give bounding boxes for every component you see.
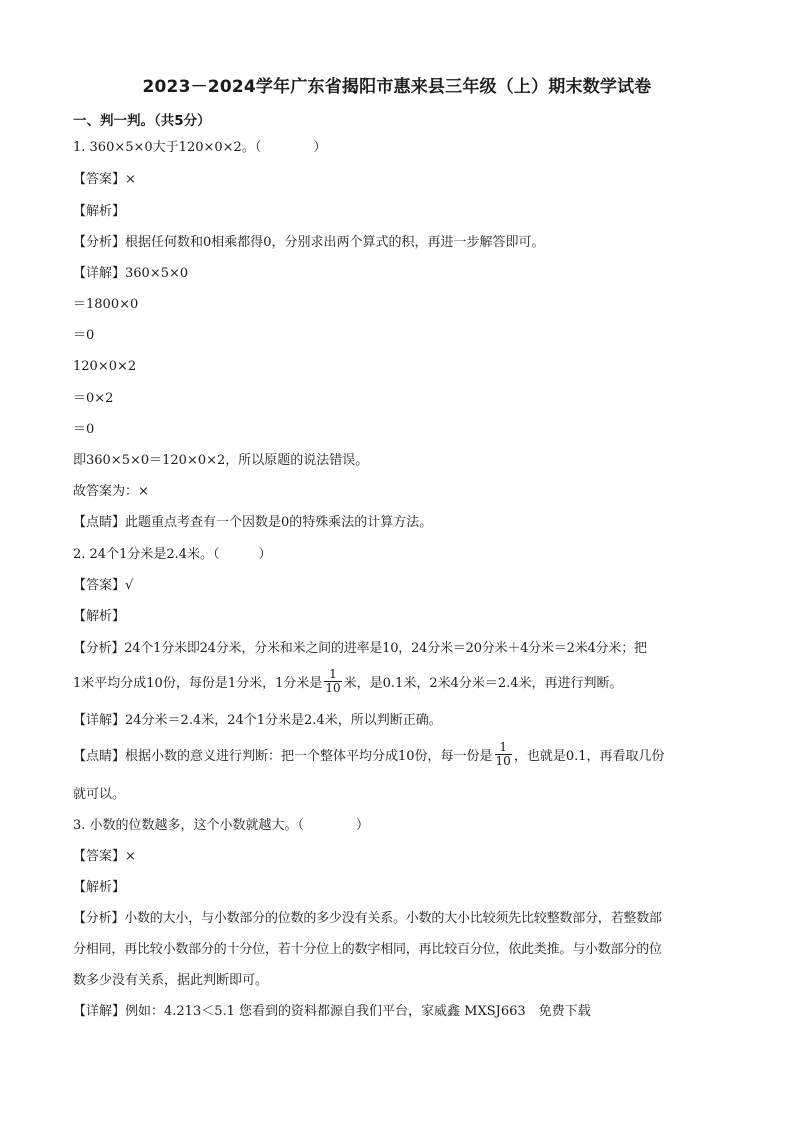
fraction-denominator: 10 bbox=[325, 681, 341, 695]
q2-fenxi-line-2-a: 1米平均分成10份，每份是1分米，1分米是 bbox=[73, 676, 323, 691]
q2-analysis-head: 【解析】 bbox=[73, 609, 126, 624]
q2-xiangjie: 【详解】24分米＝2.4米，24个1分米是2.4米，所以判断正确。 bbox=[73, 713, 442, 728]
q1-answer: 【答案】× bbox=[73, 172, 136, 187]
q2-dianjing-b: ，也就是0.1，再看取几份 bbox=[513, 749, 665, 764]
q1-step-3: 120×0×2 bbox=[73, 359, 137, 374]
q1-step-4: ＝0×2 bbox=[73, 391, 114, 406]
q2-answer: 【答案】√ bbox=[73, 578, 134, 593]
fraction-numerator: 1 bbox=[495, 741, 512, 755]
q3-answer: 【答案】× bbox=[73, 849, 136, 864]
q2-stem: 2. 24个1分米是2.4米。（ ） bbox=[73, 547, 272, 562]
q3-fenxi-line-2: 分相同，再比较小数部分的十分位，若十分位上的数字相同，再比较百分位，依此类推。与小数部分的位 bbox=[73, 942, 662, 957]
q3-fenxi-line-1: 【分析】小数的大小，与小数部分的位数的多少没有关系。小数的大小比较须先比较整数部分，若整数部 bbox=[73, 911, 662, 926]
q1-step-2: ＝0 bbox=[73, 328, 95, 343]
page-title: 2023－2024学年广东省揭阳市惠来县三年级（上）期末数学试卷 bbox=[142, 77, 652, 97]
q1-analysis-head: 【解析】 bbox=[73, 204, 126, 219]
q1-conclusion: 即360×5×0＝120×0×2，所以原题的说法错误。 bbox=[73, 453, 369, 468]
q2-dianjing-line-2: 就可以。 bbox=[73, 787, 126, 802]
q1-final-answer: 故答案为：× bbox=[73, 484, 149, 499]
q2-fenxi-line-2-b: 米，是0.1米，2米4分米＝2.4米，再进行判断。 bbox=[343, 676, 623, 691]
q1-stem: 1. 360×5×0大于120×0×2。（ ） bbox=[73, 140, 327, 155]
q2-dianjing-a: 【点睛】根据小数的意义进行判断：把一个整体平均分成10份，每一份是 bbox=[73, 749, 493, 764]
fraction-numerator: 1 bbox=[324, 668, 341, 682]
one-tenth-fraction bbox=[324, 668, 341, 695]
q1-fenxi: 【分析】根据任何数和0相乘都得0，分别求出两个算式的积，再进一步解答即可。 bbox=[73, 235, 545, 250]
q1-dianjing: 【点睛】此题重点考查有一个因数是0的特殊乘法的计算方法。 bbox=[73, 515, 433, 530]
q3-xiangjie: 【详解】例如：4.213＜5.1 您看到的资料都源自我们平台，家威鑫 MXSJ663 免费下载 bbox=[73, 1004, 591, 1019]
q1-xiangjie: 【详解】360×5×0 bbox=[73, 266, 189, 281]
section-heading: 一、判一判。（共5分） bbox=[73, 113, 211, 129]
q3-stem: 3. 小数的位数越多，这个小数就越大。（ ） bbox=[73, 818, 370, 833]
q3-fenxi-line-3: 数多少没有关系，据此判断即可。 bbox=[73, 973, 269, 988]
q2-fenxi-line-1: 【分析】24个1分米即24分米，分米和米之间的进率是10，24分米＝20分米＋4分米＝2米4分米；把 bbox=[73, 641, 647, 656]
q3-analysis-head: 【解析】 bbox=[73, 880, 126, 895]
q1-step-1: ＝1800×0 bbox=[73, 297, 139, 312]
fraction-denominator: 10 bbox=[495, 754, 511, 768]
q2-fenxi-line-2 bbox=[73, 667, 623, 701]
q1-step-5: ＝0 bbox=[73, 422, 95, 437]
q2-dianjing-line-1 bbox=[73, 733, 665, 781]
one-tenth-fraction bbox=[495, 741, 512, 768]
